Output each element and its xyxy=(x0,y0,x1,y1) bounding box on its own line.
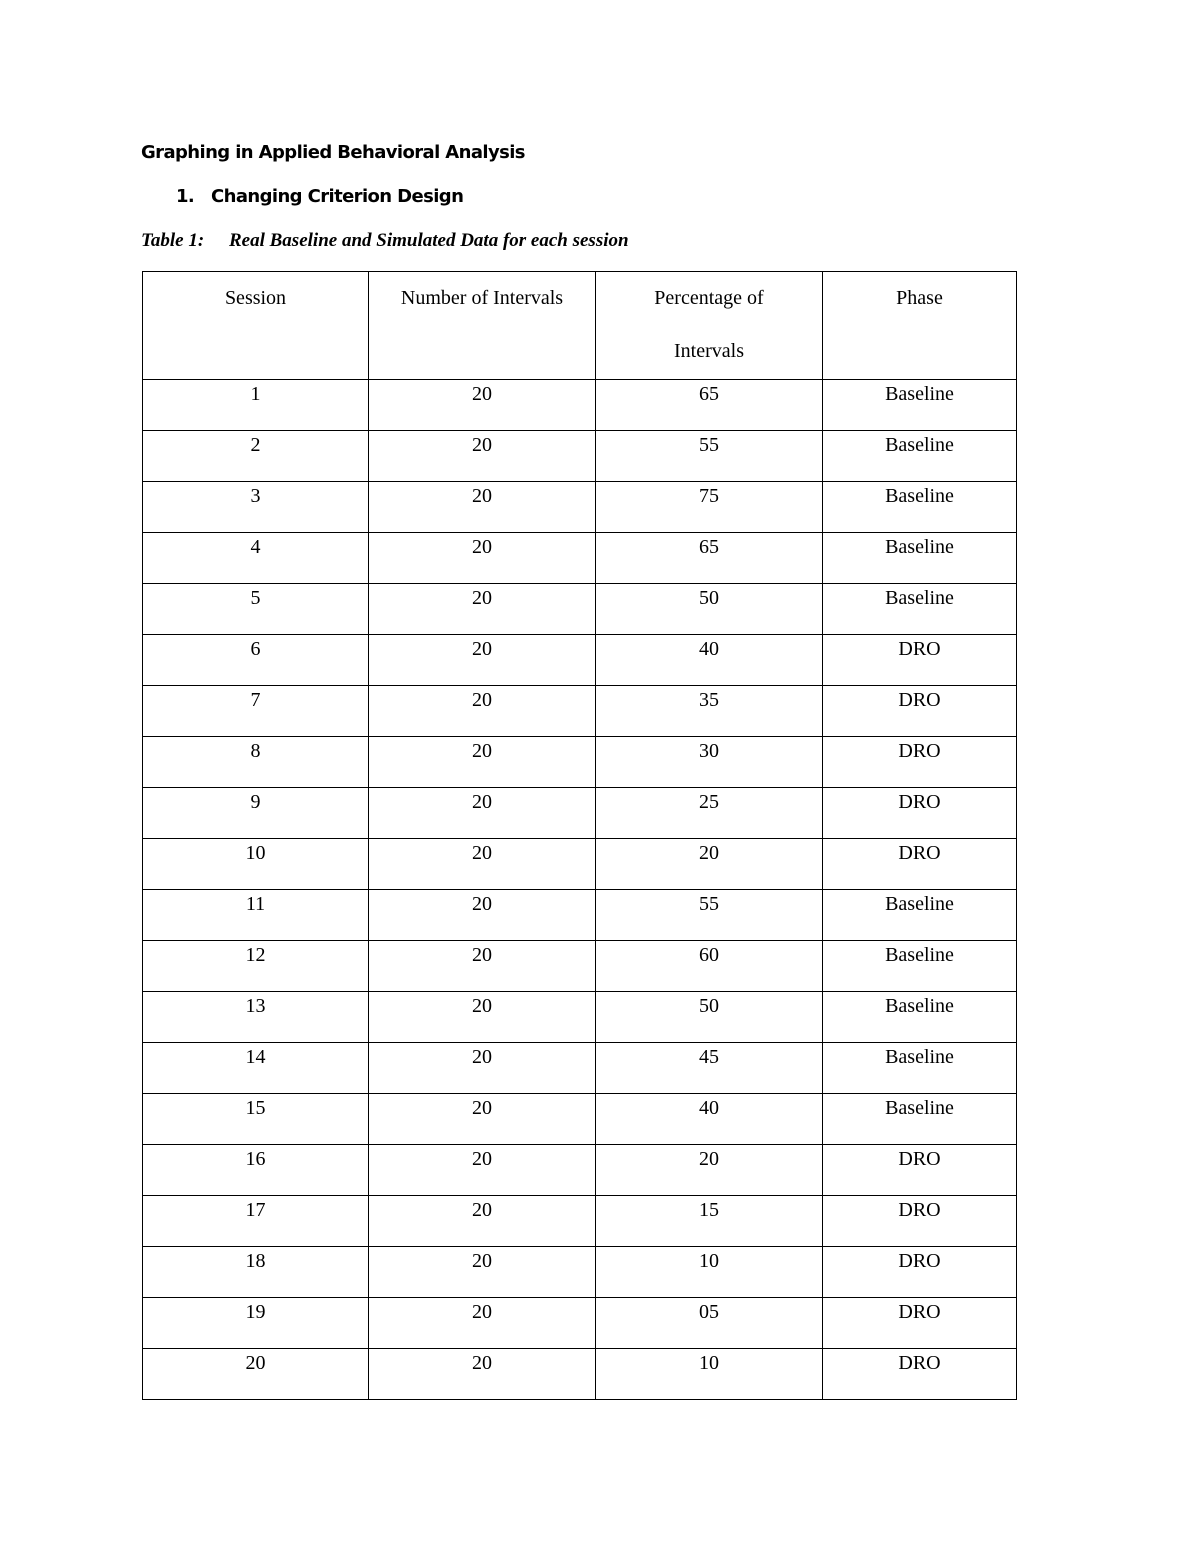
table-row xyxy=(143,992,1017,1043)
cell-session: 19 xyxy=(143,1298,369,1349)
cell-session: 16 xyxy=(143,1145,369,1196)
cell-phase: Baseline xyxy=(823,533,1017,584)
cell-phase: DRO xyxy=(823,635,1017,686)
cell-phase: DRO xyxy=(823,1196,1017,1247)
table-row xyxy=(143,686,1017,737)
table-row xyxy=(143,482,1017,533)
cell-percentage: 40 xyxy=(596,1094,823,1145)
table-header-row xyxy=(143,272,1017,380)
table-row xyxy=(143,1043,1017,1094)
cell-number-of-intervals: 20 xyxy=(369,380,596,431)
cell-session: 7 xyxy=(143,686,369,737)
cell-percentage: 45 xyxy=(596,1043,823,1094)
cell-percentage: 65 xyxy=(596,380,823,431)
cell-phase: DRO xyxy=(823,1145,1017,1196)
cell-number-of-intervals: 20 xyxy=(369,1349,596,1400)
table-row xyxy=(143,737,1017,788)
cell-percentage: 10 xyxy=(596,1349,823,1400)
cell-session: 12 xyxy=(143,941,369,992)
cell-session: 4 xyxy=(143,533,369,584)
cell-session: 15 xyxy=(143,1094,369,1145)
section-title: Changing Criterion Design xyxy=(211,186,464,207)
cell-percentage: 55 xyxy=(596,890,823,941)
cell-percentage: 50 xyxy=(596,584,823,635)
cell-percentage: 20 xyxy=(596,839,823,890)
cell-phase: DRO xyxy=(823,737,1017,788)
cell-number-of-intervals: 20 xyxy=(369,890,596,941)
header-number-of-intervals: Number of Intervals xyxy=(369,272,596,380)
cell-percentage: 35 xyxy=(596,686,823,737)
table-row xyxy=(143,788,1017,839)
cell-number-of-intervals: 20 xyxy=(369,1196,596,1247)
cell-session: 9 xyxy=(143,788,369,839)
cell-phase: Baseline xyxy=(823,380,1017,431)
table-row xyxy=(143,1247,1017,1298)
cell-percentage: 75 xyxy=(596,482,823,533)
cell-percentage: 15 xyxy=(596,1196,823,1247)
cell-percentage: 65 xyxy=(596,533,823,584)
cell-session: 8 xyxy=(143,737,369,788)
cell-session: 5 xyxy=(143,584,369,635)
cell-number-of-intervals: 20 xyxy=(369,1298,596,1349)
cell-phase: DRO xyxy=(823,1349,1017,1400)
cell-number-of-intervals: 20 xyxy=(369,1043,596,1094)
cell-session: 18 xyxy=(143,1247,369,1298)
cell-phase: Baseline xyxy=(823,1094,1017,1145)
table-row xyxy=(143,941,1017,992)
cell-percentage: 60 xyxy=(596,941,823,992)
cell-percentage: 25 xyxy=(596,788,823,839)
cell-number-of-intervals: 20 xyxy=(369,941,596,992)
table-row xyxy=(143,533,1017,584)
cell-number-of-intervals: 20 xyxy=(369,533,596,584)
table-row xyxy=(143,890,1017,941)
cell-phase: Baseline xyxy=(823,992,1017,1043)
table-row xyxy=(143,1094,1017,1145)
table-row xyxy=(143,635,1017,686)
cell-session: 14 xyxy=(143,1043,369,1094)
cell-percentage: 10 xyxy=(596,1247,823,1298)
page-title: Graphing in Applied Behavioral Analysis xyxy=(141,142,525,163)
table-row xyxy=(143,839,1017,890)
cell-number-of-intervals: 20 xyxy=(369,482,596,533)
cell-session: 20 xyxy=(143,1349,369,1400)
cell-number-of-intervals: 20 xyxy=(369,788,596,839)
cell-phase: Baseline xyxy=(823,941,1017,992)
table-caption-label: Table 1: xyxy=(141,230,205,251)
cell-percentage: 30 xyxy=(596,737,823,788)
cell-session: 3 xyxy=(143,482,369,533)
table-row xyxy=(143,1196,1017,1247)
cell-phase: DRO xyxy=(823,686,1017,737)
cell-session: 11 xyxy=(143,890,369,941)
cell-session: 10 xyxy=(143,839,369,890)
cell-percentage: 40 xyxy=(596,635,823,686)
cell-number-of-intervals: 20 xyxy=(369,686,596,737)
session-data-table xyxy=(142,271,1017,1400)
table-row xyxy=(143,1145,1017,1196)
cell-session: 13 xyxy=(143,992,369,1043)
cell-number-of-intervals: 20 xyxy=(369,1094,596,1145)
cell-session: 17 xyxy=(143,1196,369,1247)
cell-phase: Baseline xyxy=(823,584,1017,635)
table-row xyxy=(143,584,1017,635)
section-heading xyxy=(176,186,463,207)
cell-number-of-intervals: 20 xyxy=(369,839,596,890)
cell-session: 1 xyxy=(143,380,369,431)
cell-number-of-intervals: 20 xyxy=(369,1145,596,1196)
header-phase: Phase xyxy=(823,272,1017,380)
cell-phase: Baseline xyxy=(823,482,1017,533)
cell-number-of-intervals: 20 xyxy=(369,737,596,788)
cell-percentage: 20 xyxy=(596,1145,823,1196)
table-row xyxy=(143,1349,1017,1400)
table-row xyxy=(143,431,1017,482)
table-row xyxy=(143,1298,1017,1349)
header-percentage-of-intervals: Percentage of Intervals xyxy=(596,272,823,380)
cell-number-of-intervals: 20 xyxy=(369,635,596,686)
list-number: 1. xyxy=(176,186,195,207)
cell-percentage: 50 xyxy=(596,992,823,1043)
cell-phase: Baseline xyxy=(823,431,1017,482)
cell-number-of-intervals: 20 xyxy=(369,431,596,482)
cell-percentage: 05 xyxy=(596,1298,823,1349)
cell-number-of-intervals: 20 xyxy=(369,1247,596,1298)
cell-phase: Baseline xyxy=(823,1043,1017,1094)
cell-percentage: 55 xyxy=(596,431,823,482)
cell-phase: DRO xyxy=(823,1247,1017,1298)
cell-session: 6 xyxy=(143,635,369,686)
header-session: Session xyxy=(143,272,369,380)
table-caption-text: Real Baseline and Simulated Data for each session xyxy=(229,230,629,251)
cell-session: 2 xyxy=(143,431,369,482)
cell-number-of-intervals: 20 xyxy=(369,584,596,635)
cell-phase: DRO xyxy=(823,839,1017,890)
cell-phase: DRO xyxy=(823,1298,1017,1349)
table-caption xyxy=(141,230,629,252)
table-row xyxy=(143,380,1017,431)
cell-phase: DRO xyxy=(823,788,1017,839)
cell-number-of-intervals: 20 xyxy=(369,992,596,1043)
cell-phase: Baseline xyxy=(823,890,1017,941)
